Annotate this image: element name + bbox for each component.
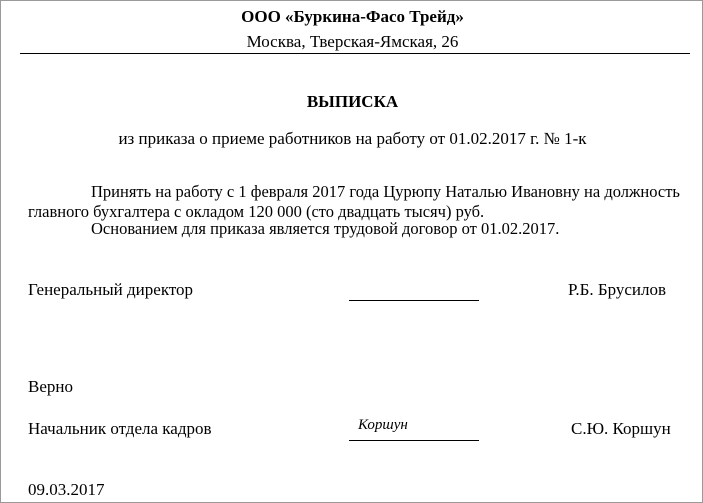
hr-handwritten-signature: Коршун <box>358 417 408 433</box>
director-title: Генеральный директор <box>28 280 194 299</box>
company-address: Москва, Тверская-Ямская, 26 <box>246 32 459 51</box>
hr-signature-line <box>349 440 479 441</box>
document-title: ВЫПИСКА <box>306 92 399 111</box>
header-divider <box>20 53 690 54</box>
hr-head-title: Начальник отдела кадров <box>28 419 212 438</box>
body-line-3: Основанием для приказа является трудовой договор от 01.02.2017. <box>91 219 560 238</box>
document-subtitle: из приказа о приеме работников на работу от 01.02.2017 г. № 1-к <box>118 129 587 148</box>
company-name: ООО «Буркина-Фасо Трейд» <box>241 7 464 26</box>
document-date: 09.03.2017 <box>28 480 105 499</box>
body-line-1: Принять на работу с 1 февраля 2017 года Цурюпу Наталью Ивановну на должность <box>91 182 680 201</box>
director-signature-line <box>349 300 479 301</box>
certified-label: Верно <box>28 377 73 396</box>
hr-head-name: С.Ю. Коршун <box>571 419 671 438</box>
body-line-2: главного бухгалтера с окладом 120 000 (сто двадцать тысяч) руб. <box>28 202 485 221</box>
director-name: Р.Б. Брусилов <box>568 280 667 299</box>
